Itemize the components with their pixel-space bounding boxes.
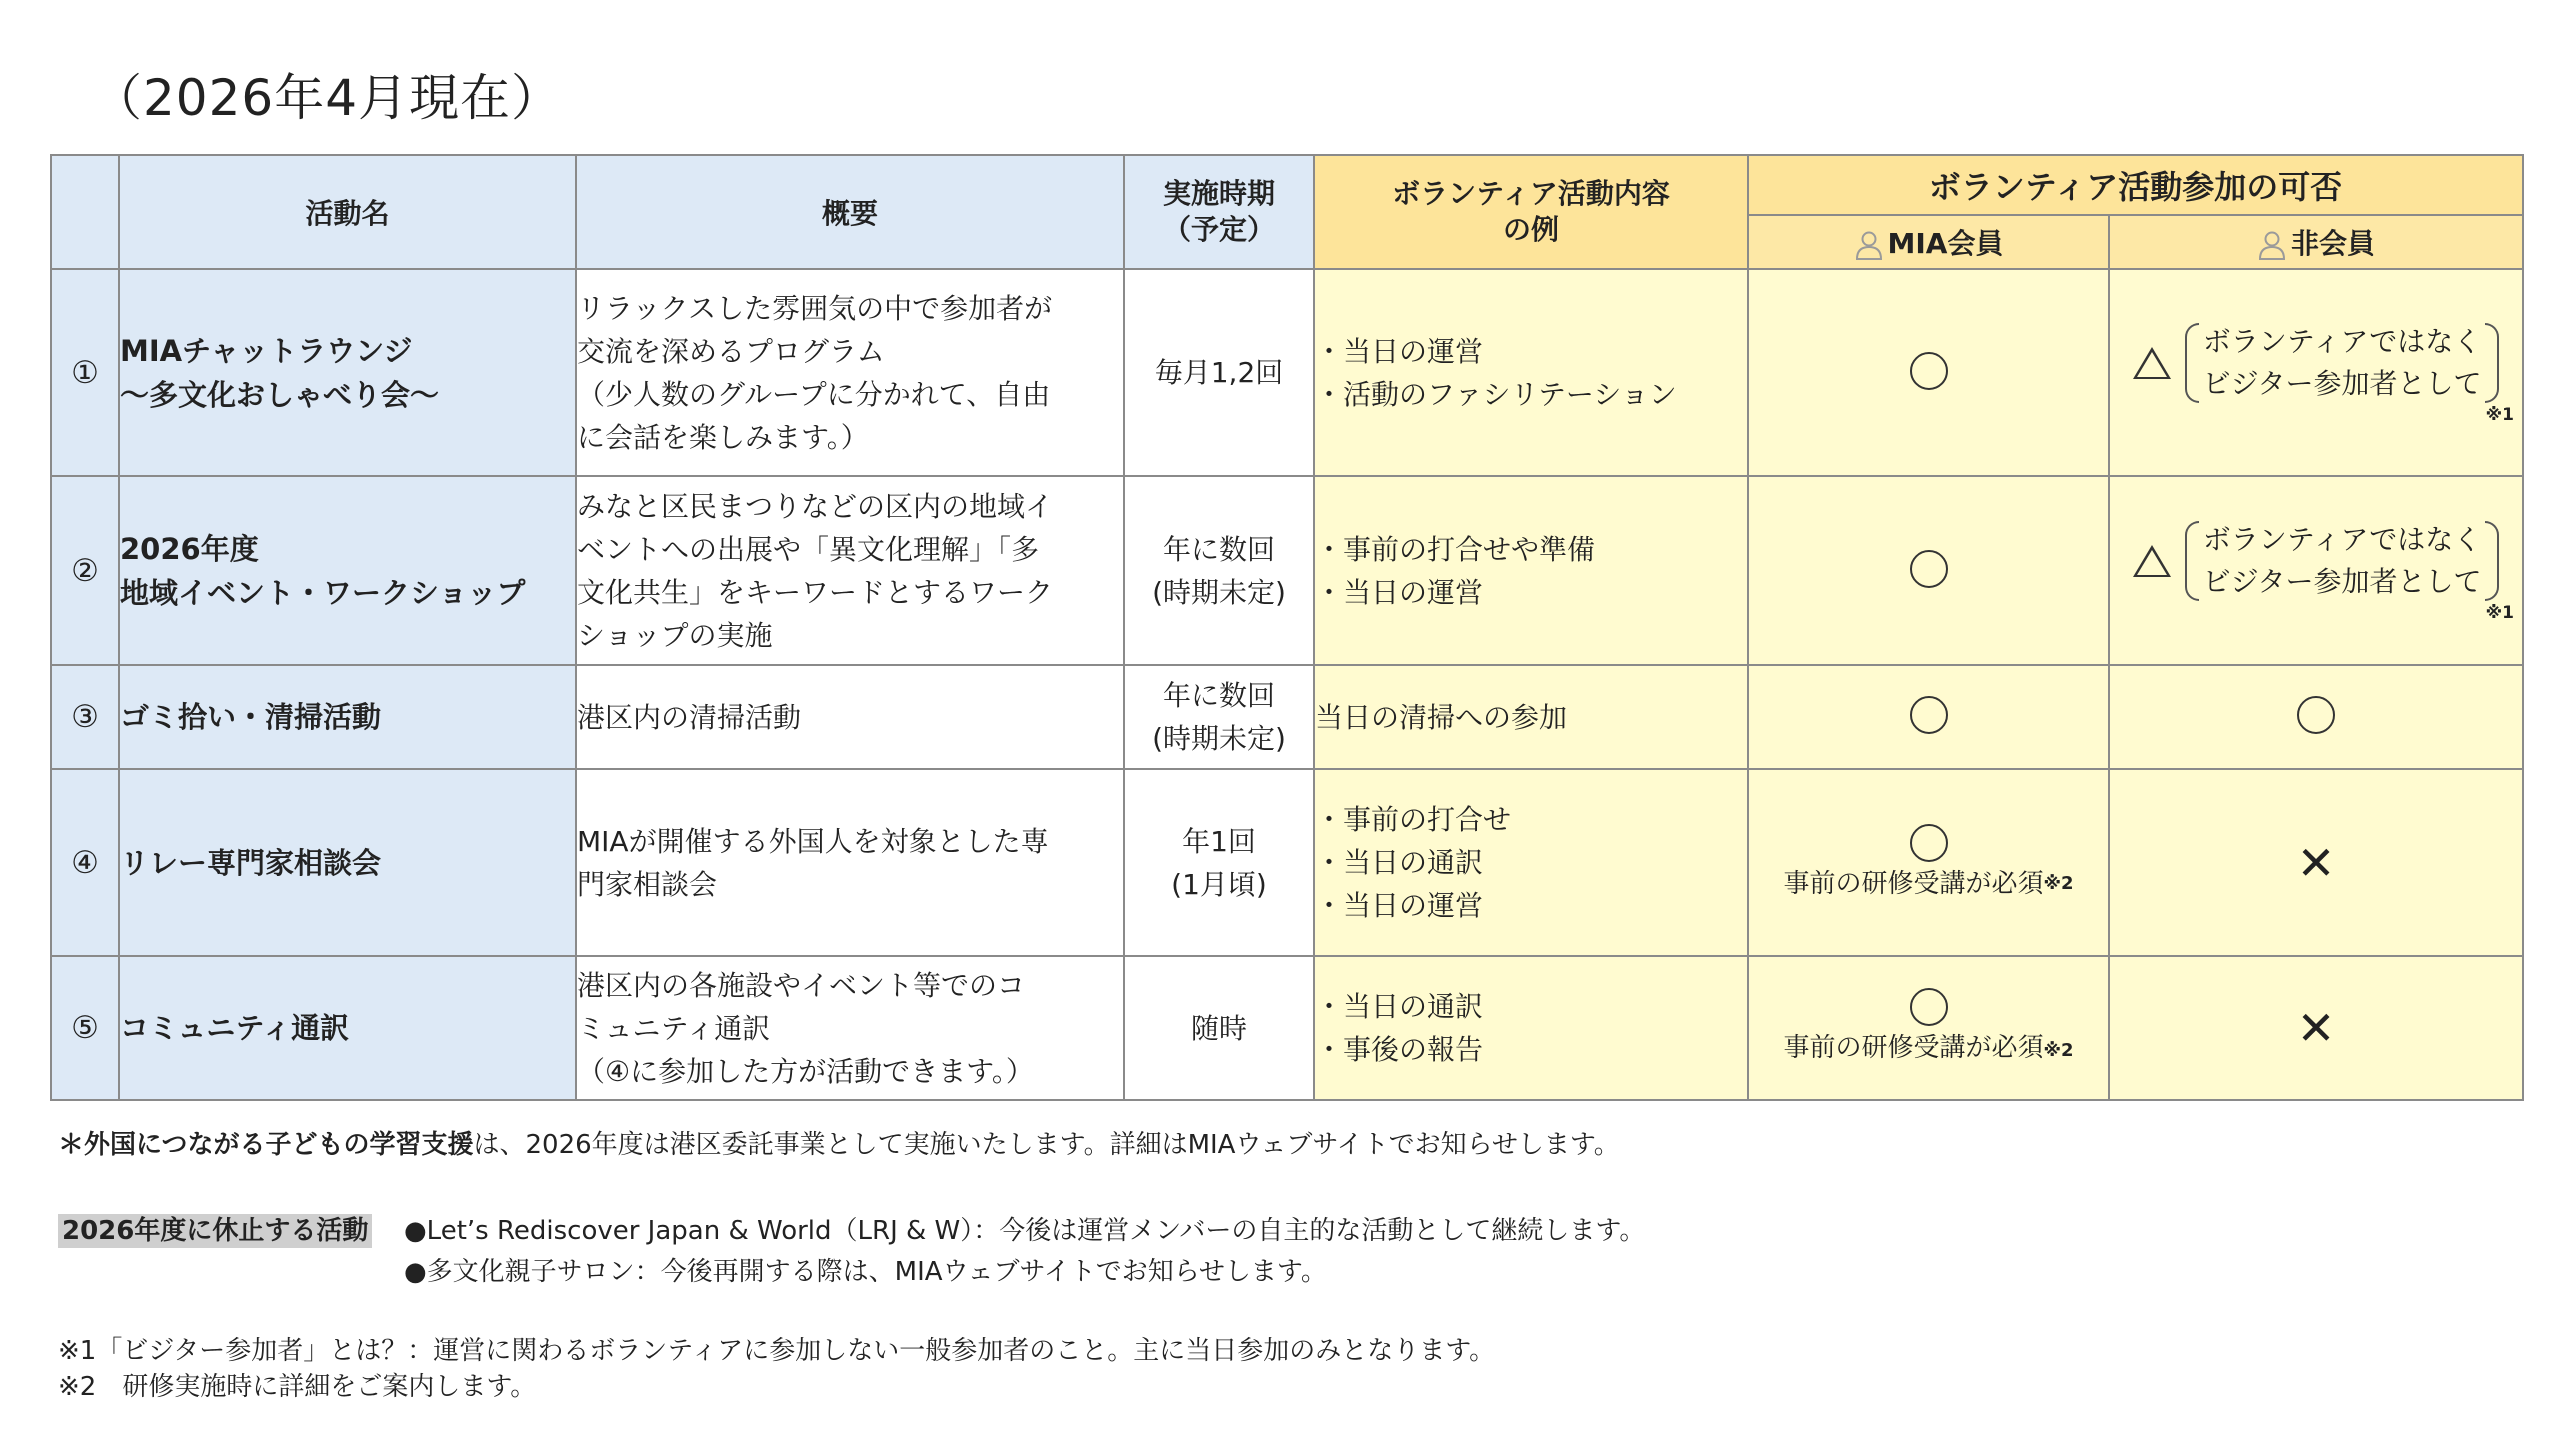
volunteer-examples: ・当日の通訳 ・事後の報告 bbox=[1314, 956, 1748, 1100]
suspended-item: ●多文化親子サロン：今後再開する際は、MIAウェブサイトでお知らせします。 bbox=[404, 1257, 1327, 1287]
activity-name: ゴミ拾い・清掃活動 bbox=[119, 665, 576, 769]
activity-summary: 港区内の清掃活動 bbox=[576, 665, 1124, 769]
circle-mark-icon bbox=[1910, 824, 1948, 862]
activity-period: 年に数回 (時期未定) bbox=[1124, 476, 1314, 665]
activity-name: MIAチャットラウンジ ～多文化おしゃべり会～ bbox=[119, 269, 576, 476]
activity-summary: リラックスした雰囲気の中で参加者が 交流を深めるプログラム （少人数のグループに分かれて、自由 に会話を楽しみます。） bbox=[576, 269, 1124, 476]
activity-name: コミュニティ通訳 bbox=[119, 956, 576, 1100]
activity-period: 随時 bbox=[1124, 956, 1314, 1100]
row-number: ⑤ bbox=[51, 956, 119, 1100]
activity-period: 毎月1,2回 bbox=[1124, 269, 1314, 476]
activity-summary: MIAが開催する外国人を対象とした専 門家相談会 bbox=[576, 769, 1124, 956]
header-nonmember: 非会員 bbox=[2109, 215, 2523, 269]
table-row bbox=[51, 476, 2523, 665]
triangle-mark-icon bbox=[2133, 545, 2171, 577]
row-number: ③ bbox=[51, 665, 119, 769]
activity-name: リレー専門家相談会 bbox=[119, 769, 576, 956]
visitor-note: ボランティアではなく ビジター参加者として bbox=[2185, 321, 2500, 405]
header-example: ボランティア活動内容 の例 bbox=[1314, 155, 1748, 269]
circle-mark-icon bbox=[2297, 696, 2335, 734]
nonmember-availability bbox=[2109, 956, 2523, 1100]
nonmember-availability bbox=[2109, 665, 2523, 769]
person-icon bbox=[1854, 230, 1884, 260]
volunteer-examples: ・事前の打合せや準備 ・当日の運営 bbox=[1314, 476, 1748, 665]
triangle-mark-icon bbox=[2133, 347, 2171, 379]
note-visitor-definition: ※1「ビジター参加者」とは？：運営に関わるボランティアに参加しない一般参加者のこと。主に当日参加のみとなります。 bbox=[58, 1336, 1496, 1366]
member-availability bbox=[1748, 769, 2109, 956]
nonmember-availability bbox=[2109, 769, 2523, 956]
row-number: ② bbox=[51, 476, 119, 665]
activity-summary: みなと区民まつりなどの区内の地域イ ベントへの出展や「異文化理解」「多 文化共生」をキーワードとするワーク ショップの実施 bbox=[576, 476, 1124, 665]
table-row bbox=[51, 665, 2523, 769]
volunteer-examples: 当日の清掃への参加 bbox=[1314, 665, 1748, 769]
circle-mark-icon bbox=[1910, 696, 1948, 734]
person-icon bbox=[2257, 230, 2287, 260]
circle-mark-icon bbox=[1910, 352, 1948, 390]
activity-table bbox=[50, 154, 2524, 1101]
training-required-note: 事前の研修受講が必須※2 bbox=[1783, 1032, 2074, 1063]
suspended-activities-label: 2026年度に休止する活動 bbox=[58, 1210, 372, 1247]
header-num bbox=[51, 155, 119, 269]
activity-period: 年1回 (1月頃) bbox=[1124, 769, 1314, 956]
member-availability bbox=[1748, 476, 2109, 665]
header-name: 活動名 bbox=[119, 155, 576, 269]
table-row bbox=[51, 769, 2523, 956]
table-row bbox=[51, 269, 2523, 476]
cross-mark-icon: ✕ bbox=[2296, 1001, 2336, 1055]
circle-mark-icon bbox=[1910, 988, 1948, 1026]
header-period: 実施時期 （予定） bbox=[1124, 155, 1314, 269]
footnote-learning-support: ＊外国につながる子どもの学習支援は、2026年度は港区委託事業として実施いたします。詳細はMIAウェブサイトでお知らせします。 bbox=[58, 1130, 1620, 1160]
activity-period: 年に数回 (時期未定) bbox=[1124, 665, 1314, 769]
nonmember-availability bbox=[2109, 269, 2523, 476]
table-row bbox=[51, 956, 2523, 1100]
member-availability bbox=[1748, 665, 2109, 769]
page-title: （2026年4月現在） bbox=[92, 69, 563, 127]
header-member: MIA会員 bbox=[1748, 215, 2109, 269]
cross-mark-icon: ✕ bbox=[2296, 835, 2336, 890]
visitor-note: ボランティアではなく ビジター参加者として bbox=[2185, 519, 2500, 603]
header-participation: ボランティア活動参加の可否 bbox=[1748, 155, 2523, 215]
note-ref: ※1 bbox=[2485, 602, 2515, 623]
note-ref: ※1 bbox=[2485, 404, 2515, 425]
activity-summary: 港区内の各施設やイベント等でのコ ミュニティ通訳 （④に参加した方が活動できます。） bbox=[576, 956, 1124, 1100]
row-number: ① bbox=[51, 269, 119, 476]
training-required-note: 事前の研修受講が必須$^{※2}$ bbox=[1783, 868, 2074, 899]
member-availability bbox=[1748, 269, 2109, 476]
header-summary: 概要 bbox=[576, 155, 1124, 269]
suspended-item: ●Let’s Rediscover Japan & World（LRJ & W）：今後は運営メンバーの自主的な活動として継続します。 bbox=[404, 1216, 1646, 1246]
member-availability bbox=[1748, 956, 2109, 1100]
row-number: ④ bbox=[51, 769, 119, 956]
circle-mark-icon bbox=[1910, 550, 1948, 588]
note-training: ※2 研修実施時に詳細をご案内します。 bbox=[58, 1372, 537, 1402]
nonmember-availability bbox=[2109, 476, 2523, 665]
activity-name: 2026年度 地域イベント・ワークショップ bbox=[119, 476, 576, 665]
volunteer-examples: ・事前の打合せ ・当日の通訳 ・当日の運営 bbox=[1314, 769, 1748, 956]
volunteer-examples: ・当日の運営 ・活動のファシリテーション bbox=[1314, 269, 1748, 476]
